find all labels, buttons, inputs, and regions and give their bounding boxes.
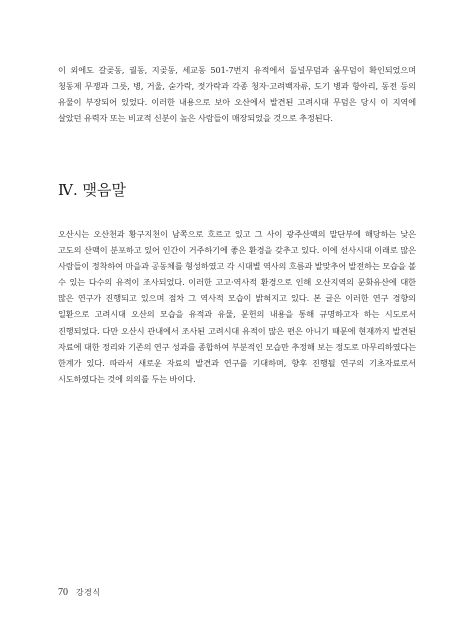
body-paragraph-1: 이 외에도 갈곶동, 궐동, 지곶동, 세교동 501-7번지 유적에서 돌널무덤과 움무덤이 확인되었으며 청동제 무쟁과 그릇, 병, 거울, 숟가락, 젓가락과 각종 청자·고려백자류, 도기 병과 항아리, 동전 등의 유물이 부장되어 있었다. 이러한 내용으로 보아 오산에서 발견된 고려시대 무덤은 당시 이 지역에 살았던 유력자 또는 비교적 신분이 높은 사람들이 매장되었을 것으로 추정된다. [58,65,416,124]
section-heading: Ⅳ. 맺음말 [58,181,126,199]
author-name: 강경식 [75,588,101,597]
page-number: 70 [58,587,68,598]
page-footer [58,587,101,598]
body-paragraph-2: 오산시는 오산천과 황구지천이 남쪽으로 흐르고 있고 그 사이 광주산맥의 말단부에 해당하는 낮은 고도의 산맥이 분포하고 있어 인간이 거주하기에 좋은 환경을 갖추고 있다. 이에 선사시대 이래로 많은 사람들이 정착하여 마을과 공동체를 형성하였고 각 시대별 역사의 흐름과 발맞추어 발전하는 모습을 볼 수 있는 다수의 유적이 조사되었다. 이러한 고고·역사적 환경으로 인해 오산지역의 문화유산에 대한 많은 연구가 진행되고 있으며 점차 그 역사적 모습이 밝혀지고 있다. 본 글은 이러한 연구 경향의 일환으로 고려시대 오산의 모습을 유적과 유물, 문헌의 내용을 통해 규명하고자 하는 시도로서 진행되었다. 다만 오산시 관내에서 조사된 고려시대 유적이 많은 편은 아니기 때문에 현재까지 발견된 자료에 대한 정리와 기존의 연구 성과를 종합하여 부분적인 모습만 추정해 보는 정도로 마무리하였다는 한계가 있다. 따라서 새로운 자료의 발견과 연구를 기대하며, 향후 진행될 연구의 기초자료로서 시도하였다는 것에 의의를 두는 바이다. [58,229,417,384]
